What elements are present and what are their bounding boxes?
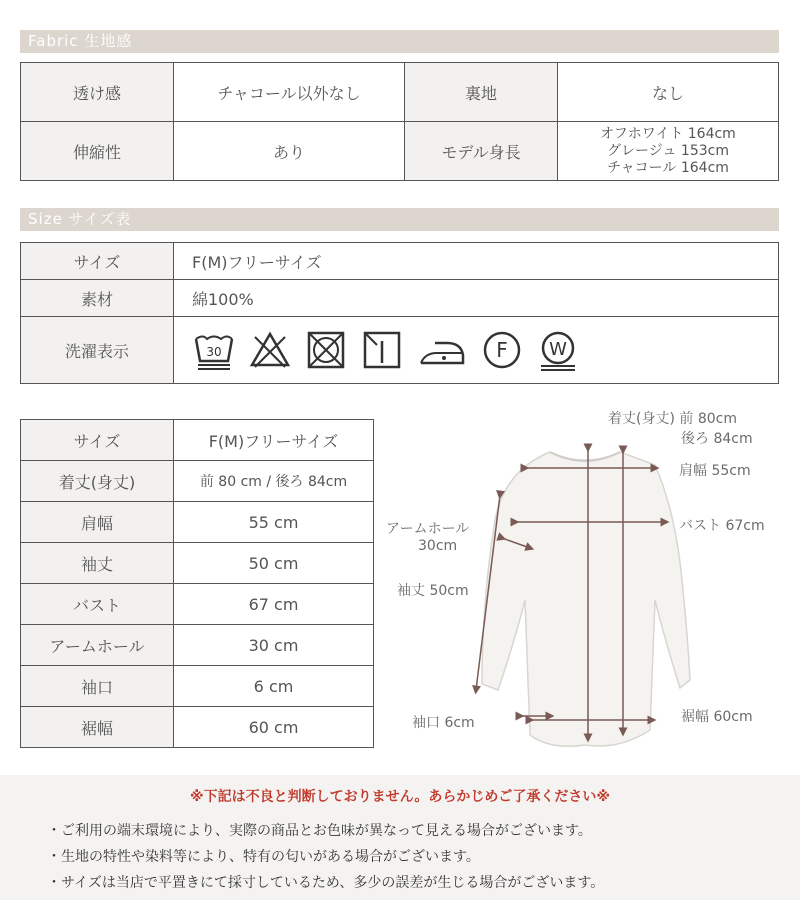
model-height-value [558, 122, 779, 181]
table-value: F(M)フリーサイズ [174, 420, 374, 461]
table-label: 裏地 [405, 63, 558, 122]
no-tumble-dry-icon [305, 329, 347, 371]
bust-annotation: バスト 67cm [679, 518, 765, 534]
table-value: 60 cm [174, 707, 374, 748]
table-label: 透け感 [21, 63, 174, 122]
table-value: 30 cm [174, 625, 374, 666]
garment-diagram [470, 440, 700, 760]
table-row [21, 707, 374, 748]
table-value: 55 cm [174, 502, 374, 543]
table-row [21, 461, 374, 502]
table-value: 50 cm [174, 543, 374, 584]
dry-clean-letter: F [496, 338, 508, 362]
table-row [21, 420, 374, 461]
table-label: 伸縮性 [21, 122, 174, 181]
table-value: F(M)フリーサイズ [174, 243, 779, 280]
table-label: 袖口 [21, 666, 174, 707]
note-item: ・生地の特性や染料等により、特有の匂いがある場合がございます。 [47, 849, 480, 865]
table-row [21, 122, 779, 181]
table-row [21, 584, 374, 625]
line-dry-shade-icon [361, 329, 403, 371]
table-value: 前 80 cm / 後ろ 84cm [174, 461, 374, 502]
table-row [21, 625, 374, 666]
table-label: サイズ [21, 420, 174, 461]
note-item: ・サイズは当店で平置きにて採寸しているため、多少の誤差が生じる場合がございます。 [47, 875, 605, 891]
size-section-header: Size サイズ表 [20, 208, 779, 231]
model-height-line: チャコール 164cm [607, 159, 729, 176]
table-row [21, 280, 779, 317]
armhole-annotation-value: 30cm [418, 538, 458, 554]
table-value: なし [558, 63, 779, 122]
sleeve-annotation: 袖丈 50cm [397, 583, 469, 599]
hem-annotation: 裾幅 60cm [681, 709, 753, 725]
table-label: バスト [21, 584, 174, 625]
table-label: モデル身長 [405, 122, 558, 181]
table-row [21, 666, 374, 707]
cuff-annotation: 袖口 6cm [412, 715, 475, 731]
shirt-body [482, 452, 690, 746]
table-label: 素材 [21, 280, 174, 317]
shoulder-annotation: 肩幅 55cm [679, 463, 751, 479]
dry-clean-f-icon [481, 329, 523, 371]
table-label: 袖丈 [21, 543, 174, 584]
table-row [21, 63, 779, 122]
table-label: 裾幅 [21, 707, 174, 748]
table-label: アームホール [21, 625, 174, 666]
table-row [21, 317, 779, 384]
length-annotation-back: 後ろ 84cm [681, 431, 753, 447]
no-bleach-icon [249, 329, 291, 371]
table-value: チャコール以外なし [174, 63, 405, 122]
armhole-annotation: アームホール [386, 521, 470, 537]
table-label: 着丈(身丈) [21, 461, 174, 502]
table-row [21, 502, 374, 543]
fabric-table [20, 62, 779, 181]
length-annotation: 着丈(身丈) 前 80cm [608, 411, 737, 427]
wet-clean-w-icon [537, 329, 579, 371]
table-label: 肩幅 [21, 502, 174, 543]
table-value: 6 cm [174, 666, 374, 707]
table-label: サイズ [21, 243, 174, 280]
wet-clean-letter: W [549, 339, 567, 360]
iron-low-icon [417, 329, 467, 371]
model-height-line: オフホワイト 164cm [600, 125, 736, 142]
fabric-section-header: Fabric 生地感 [20, 30, 779, 53]
notes-title: ※下記は不良と判断しておりません。あらかじめご了承ください※ [189, 789, 611, 805]
table-row [21, 243, 779, 280]
measurements-table [20, 419, 374, 748]
wash-30-icon [193, 329, 235, 371]
table-value: 67 cm [174, 584, 374, 625]
care-icons-cell [174, 317, 779, 384]
table-label: 洗濯表示 [21, 317, 174, 384]
table-value: あり [174, 122, 405, 181]
note-item: ・ご利用の端末環境により、実際の商品とお色味が異なって見える場合がございます。 [47, 823, 592, 839]
wash-temp-label: 30 [206, 345, 222, 359]
model-height-line: グレージュ 153cm [607, 142, 729, 159]
size-info-table [20, 242, 779, 384]
table-value: 綿100% [174, 280, 779, 317]
table-row [21, 543, 374, 584]
